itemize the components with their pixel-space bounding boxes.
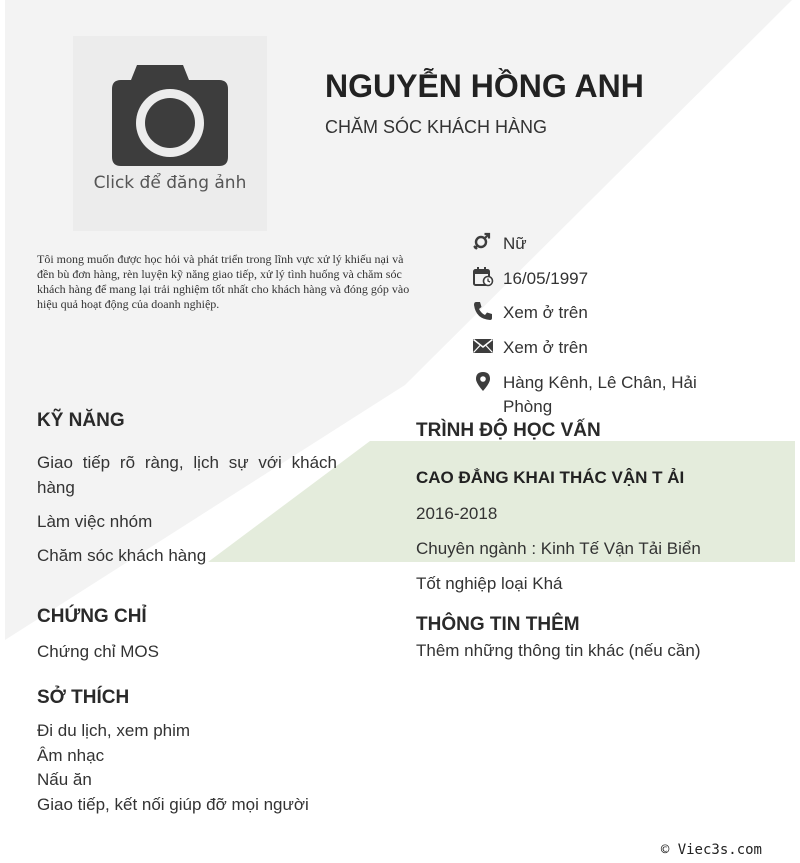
skills-title: KỸ NĂNG [37, 410, 125, 431]
photo-upload-area[interactable] [73, 36, 267, 231]
gender-icon [472, 232, 494, 252]
phone-row [472, 301, 723, 325]
extra-info-title: THÔNG TIN THÊM [416, 614, 580, 635]
location-pin-icon [472, 371, 494, 391]
email-value: Xem ở trên [503, 338, 588, 357]
camera-icon [73, 36, 267, 231]
full-name: NGUYỄN HỒNG ANH [325, 68, 644, 104]
hobby-item: Âm nhạc [37, 745, 105, 765]
extra-info-text: Thêm những thông tin khác (nếu cần) [416, 641, 701, 660]
calendar-icon [472, 267, 494, 287]
phone-icon [472, 301, 494, 321]
footer-copyright: © Viec3s.com [660, 842, 762, 858]
birthday-row [472, 267, 723, 291]
education-grade: Tốt nghiệp loại Khá [416, 574, 563, 593]
address-row [472, 371, 723, 419]
certificates-title: CHỨNG CHỈ [37, 606, 147, 627]
gender-row [472, 232, 723, 256]
hobbies-title: SỞ THÍCH [37, 687, 130, 708]
hobbies-list [37, 719, 309, 817]
certificate-item: Chứng chỉ MOS [37, 642, 159, 661]
school-name: CAO ĐẲNG KHAI THÁC VẬN T ẢI [416, 468, 685, 487]
education-title: TRÌNH ĐỘ HỌC VẤN [416, 420, 601, 441]
career-objective: Tôi mong muốn được học hỏi và phát triển trong lĩnh vực xử lý khiếu nại và đền bù đơn hàng, rèn luyện kỹ năng giao tiếp, xử lý tình huống và chăm sóc khách hàng để mang lại trải nghiệm tốt nhất cho khách hàng và đóng góp vào hiệu quả hoạt động của doanh nghiệp. [37, 252, 410, 311]
address-value: Hàng Kênh, Lê Chân, Hải Phòng [503, 373, 697, 416]
email-row [472, 336, 723, 360]
phone-value: Xem ở trên [503, 303, 588, 322]
education-period: 2016-2018 [416, 504, 498, 523]
photo-caption: Click để đăng ảnh [93, 173, 247, 193]
hobby-item: Nấu ăn [37, 770, 92, 789]
skill-item: Giao tiếp rõ ràng, lịch sự với khách hàng [37, 453, 337, 497]
hobby-item: Giao tiếp, kết nối giúp đỡ mọi người [37, 794, 309, 814]
skill-item: Làm việc nhóm [37, 512, 153, 531]
skill-item: Chăm sóc khách hàng [37, 546, 207, 565]
education-major: Chuyên ngành : Kinh Tế Vận Tải Biển [416, 539, 701, 558]
envelope-icon [472, 336, 494, 356]
job-position: CHĂM SÓC KHÁCH HÀNG [325, 117, 548, 137]
birthday-value: 16/05/1997 [503, 269, 589, 288]
gender-value: Nữ [503, 234, 527, 253]
hobby-item: Đi du lịch, xem phim [37, 721, 191, 740]
